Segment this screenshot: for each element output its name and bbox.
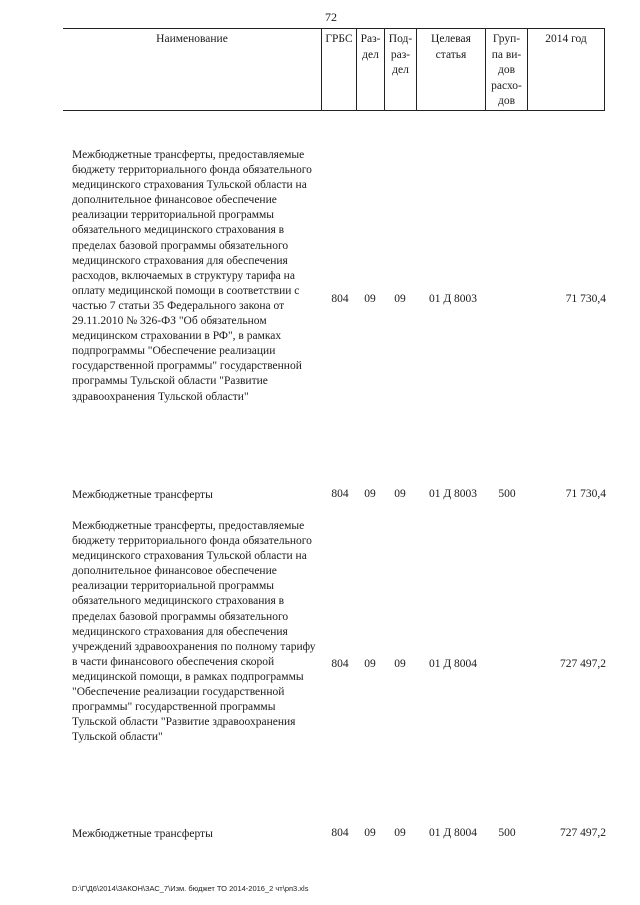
header-target: Целевая статья xyxy=(416,29,485,110)
row-grbs: 804 xyxy=(331,827,349,839)
row-razdel: 09 xyxy=(364,658,376,670)
row-sum: 71 730,4 xyxy=(565,488,606,500)
row-grbs: 804 xyxy=(331,658,349,670)
header-year: 2014 год xyxy=(527,29,605,110)
header-grbs: ГРБС xyxy=(321,29,356,110)
row-razdel: 09 xyxy=(364,827,376,839)
row-target: 01 Д 8003 xyxy=(428,488,478,500)
row-sum: 71 730,4 xyxy=(565,293,606,305)
header-podrazdel: Под- раз- дел xyxy=(384,29,416,110)
row-name: Межбюджетные трансферты, предоставляемые бюджету территориального фонда обязательного медицинского страхования Тульской области на дополнительное финансовое обеспечение реализации территориальной программы обязательного медицинского страхования в пределах базовой программы обязательного медицинского страхования для обеспечения расходов, включаемых в структуру тарифа на оплату медицинской помощи в соответствии с частью 7 статьи 35 Федерального закона от 29.11.2010 № 326-ФЗ "Об обязательном медицинском страховании в РФ", в рамках подпрограммы "Обеспечение реализации государственной программы" государственной программы Тульской области "Развитие здравоохранения Тульской области" xyxy=(72,149,312,403)
row-grbs: 804 xyxy=(331,488,349,500)
row-podrazdel: 09 xyxy=(394,293,406,305)
row-name: Межбюджетные трансферты xyxy=(72,828,213,840)
row-group: 500 xyxy=(498,827,516,839)
row-group: 500 xyxy=(498,488,516,500)
page-number: 72 xyxy=(325,10,337,24)
row-podrazdel: 09 xyxy=(394,658,406,670)
header-name: Наименование xyxy=(156,33,228,45)
row-sum: 727 497,2 xyxy=(560,658,606,670)
row-podrazdel: 09 xyxy=(394,488,406,500)
row-target: 01 Д 8003 xyxy=(428,293,478,305)
row-name: Межбюджетные трансферты, предоставляемые бюджету территориального фонда обязательного медицинского страхования Тульской области на дополнительное финансовое обеспечение реализации территориальной программы обязательного медицинского страхования в пределах базовой программы обязательного медицинского страхования для обеспечения учреждений здравоохранения по полному тарифу в части финансового обеспечения скорой медицинской помощи, в рамках подпрограммы "Обеспечение реализации государственной программы" государственной программы Тульской области "Развитие здравоохранения Тульской области" xyxy=(72,520,316,744)
row-name: Межбюджетные трансферты xyxy=(72,489,213,501)
row-razdel: 09 xyxy=(364,293,376,305)
row-target: 01 Д 8004 xyxy=(428,827,478,839)
row-sum: 727 497,2 xyxy=(560,827,606,839)
row-grbs: 804 xyxy=(331,293,349,305)
footer-file-path: D:\Г\Д6\2014\ЗАКОН\ЗАС_7\Изм. бюджет ТО 2014-2016_2 чт\рп3.xls xyxy=(72,884,309,893)
header-razdel: Раз- дел xyxy=(356,29,384,110)
header-group: Груп- па ви- дов расхо- дов xyxy=(485,29,527,110)
row-razdel: 09 xyxy=(364,488,376,500)
row-podrazdel: 09 xyxy=(394,827,406,839)
table-header xyxy=(63,28,605,111)
row-target: 01 Д 8004 xyxy=(428,658,478,670)
